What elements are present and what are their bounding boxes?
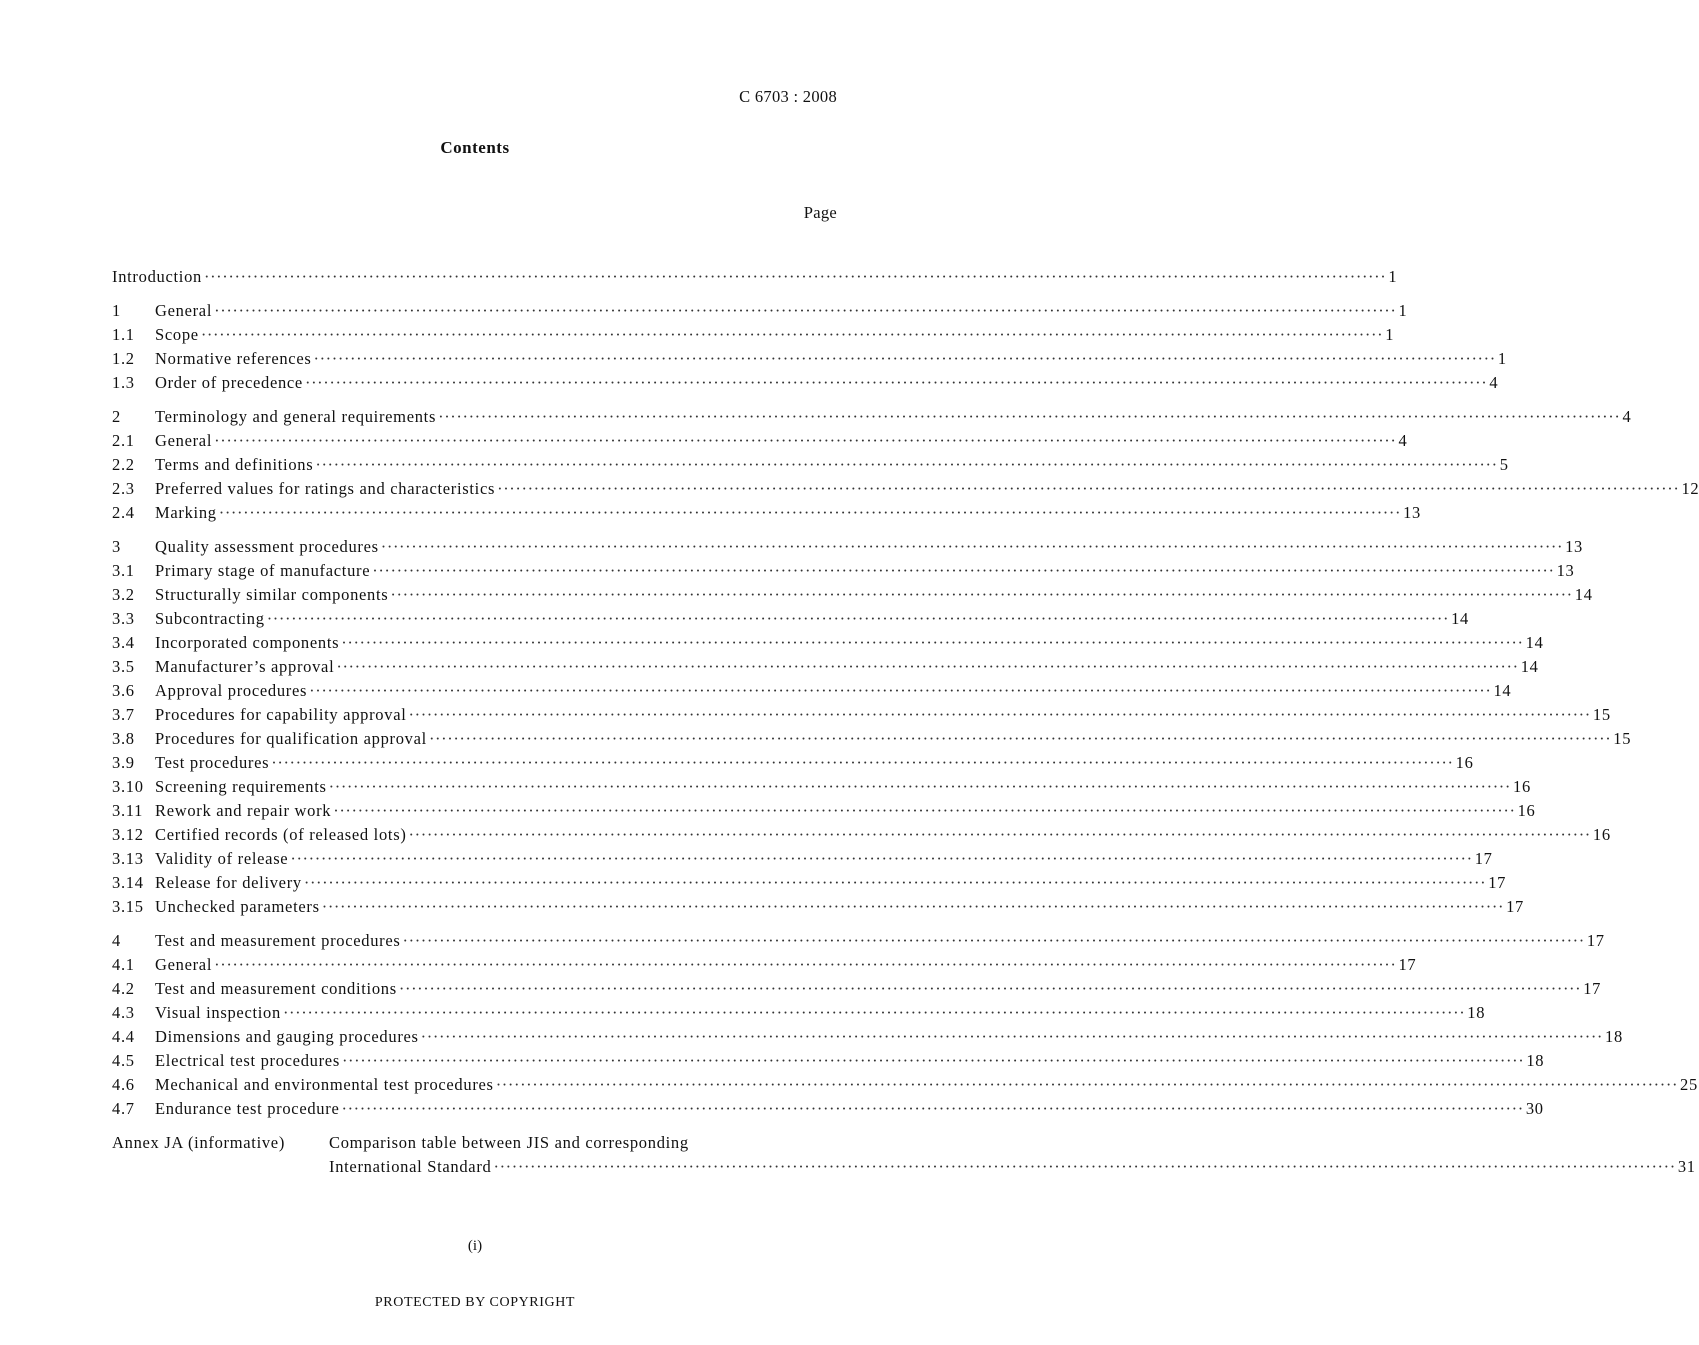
toc-entry-page: 16 — [1517, 801, 1536, 820]
toc-entry[interactable] — [112, 1049, 1545, 1073]
annex-title-line: International Standard — [329, 1157, 492, 1176]
toc-entry-number: 3.5 — [112, 657, 135, 676]
toc-entry-title: Rework and repair work — [155, 801, 332, 820]
toc-entry-page: 4 — [1489, 373, 1499, 392]
toc-entry-title: Scope — [155, 325, 199, 344]
toc-entry-number: 3.11 — [112, 801, 144, 820]
dot-leader — [341, 1097, 1523, 1121]
toc-entry-title: Test and measurement conditions — [155, 979, 397, 998]
toc-entry-number: 3.1 — [112, 561, 135, 580]
dot-leader — [409, 823, 1591, 847]
toc-entry-number: 4.4 — [112, 1027, 135, 1046]
toc-entry-number: 3.2 — [112, 585, 135, 604]
footer-page-number: (i) — [467, 1238, 483, 1254]
toc-entry-number: 4.7 — [112, 1099, 135, 1118]
dot-leader — [290, 847, 1472, 871]
toc-entry-page: 17 — [1586, 931, 1605, 950]
dot-leader — [271, 751, 1453, 775]
toc-entry-page: 17 — [1583, 979, 1602, 998]
dot-leader — [381, 535, 1563, 559]
toc-entry[interactable] — [112, 929, 1605, 953]
toc-entry[interactable] — [112, 583, 1593, 607]
toc-entry[interactable] — [112, 679, 1512, 703]
toc-entry-number: 2 — [112, 407, 121, 426]
toc-entry-title: Release for delivery — [155, 873, 302, 892]
toc-entry-title: Terminology and general requirements — [155, 407, 437, 426]
dot-leader — [329, 775, 1511, 799]
toc-entry-page: 1 — [1398, 301, 1408, 320]
dot-leader — [496, 1073, 1678, 1097]
toc-entry-title: Marking — [155, 503, 217, 522]
toc-entry-page: 17 — [1474, 849, 1493, 868]
toc-entry-number: 4.2 — [112, 979, 135, 998]
toc-entry-number: 2.1 — [112, 431, 135, 450]
toc-entry-page: 12 — [1681, 479, 1699, 498]
toc-entry-number: 2.3 — [112, 479, 135, 498]
toc-annex-entry[interactable] — [112, 1131, 1696, 1179]
annex-title-line: Comparison table between JIS and corresponding — [329, 1133, 689, 1152]
toc-entry-page: 14 — [1493, 681, 1512, 700]
toc-entry[interactable] — [112, 371, 1499, 395]
toc-entry[interactable] — [112, 1001, 1486, 1025]
toc-entry-title: Test procedures — [155, 753, 270, 772]
toc-entry-page: 18 — [1605, 1027, 1623, 1046]
dot-leader — [267, 607, 1449, 631]
toc-entry-page: 15 — [1592, 705, 1611, 724]
toc-entry-page: 1 — [1385, 325, 1395, 344]
toc-entry[interactable] — [112, 847, 1493, 871]
toc-entry[interactable] — [112, 799, 1536, 823]
toc-entry-number: 2.4 — [112, 503, 135, 522]
toc-entry[interactable] — [112, 501, 1421, 525]
toc-entry[interactable] — [112, 559, 1575, 583]
dot-leader — [399, 977, 1581, 1001]
toc-entry-number: 3.10 — [112, 777, 144, 796]
dot-leader — [341, 631, 1523, 655]
toc-entry-page: 17 — [1488, 873, 1507, 892]
toc-entry-number: 4.3 — [112, 1003, 135, 1022]
toc-entry-title: Introduction — [112, 267, 202, 286]
toc-entry[interactable] — [112, 323, 1395, 347]
toc-entry[interactable] — [112, 347, 1507, 371]
dot-leader — [322, 895, 1504, 919]
dot-leader — [304, 871, 1486, 895]
dot-leader — [305, 371, 1487, 395]
toc-entry-number: 1 — [112, 301, 121, 320]
toc-entry-number: 1.3 — [112, 373, 135, 392]
toc-entry-number: 3.7 — [112, 705, 135, 724]
dot-leader — [421, 1025, 1603, 1049]
dot-leader — [403, 929, 1585, 953]
annex-page: 31 — [1677, 1157, 1696, 1176]
toc-entry[interactable] — [112, 405, 1632, 429]
toc-entry-title: General — [155, 301, 213, 320]
toc-entry-number: 1.1 — [112, 325, 135, 344]
toc-entry-title: Preferred values for ratings and characteristics — [155, 479, 496, 498]
toc-entry[interactable] — [112, 607, 1469, 631]
toc-entry-title: Approval procedures — [155, 681, 308, 700]
dot-leader — [214, 953, 1396, 977]
toc-entry-title: Certified records (of released lots) — [155, 825, 407, 844]
dot-leader — [219, 501, 1401, 525]
toc-entry-number: 3.6 — [112, 681, 135, 700]
toc-entry[interactable] — [112, 631, 1544, 655]
toc-entry-number: 3.8 — [112, 729, 135, 748]
dot-leader — [315, 453, 1497, 477]
dot-leader — [342, 1049, 1524, 1073]
toc-entry[interactable] — [112, 823, 1611, 847]
toc-entry-page: 14 — [1451, 609, 1469, 628]
dot-leader — [313, 347, 1495, 371]
toc-entry-number: 3 — [112, 537, 121, 556]
dot-leader — [497, 477, 1679, 501]
toc-entry-title: Terms and definitions — [155, 455, 314, 474]
toc-entry-number: 3.3 — [112, 609, 135, 628]
dot-leader — [214, 299, 1396, 323]
dot-leader — [283, 1001, 1465, 1025]
toc-entry-title: Test and measurement procedures — [155, 931, 401, 950]
dot-leader — [333, 799, 1515, 823]
toc-entry[interactable] — [112, 727, 1632, 751]
toc-entry-page: 4 — [1398, 431, 1408, 450]
toc-entry-title: Endurance test procedure — [155, 1099, 340, 1118]
toc-entry-title: Mechanical and environmental test procedures — [155, 1075, 494, 1094]
toc-entry-title: Normative references — [155, 349, 312, 368]
toc-entry-title: Electrical test procedures — [155, 1051, 340, 1070]
dot-leader — [429, 727, 1611, 751]
toc-entry-title: Primary stage of manufacture — [155, 561, 371, 580]
toc-entry-page: 16 — [1592, 825, 1611, 844]
table-of-contents — [112, 265, 1699, 1179]
toc-entry[interactable] — [112, 299, 1408, 323]
dot-leader — [390, 583, 1572, 607]
toc-entry-title: Incorporated components — [155, 633, 340, 652]
page-column-heading: Page — [803, 203, 837, 222]
toc-entry-number: 3.14 — [112, 873, 144, 892]
toc-entry-page: 18 — [1526, 1051, 1545, 1070]
toc-entry-page: 25 — [1680, 1075, 1698, 1094]
toc-entry[interactable] — [112, 775, 1531, 799]
toc-entry-page: 16 — [1513, 777, 1531, 796]
toc-entry-page: 14 — [1525, 633, 1544, 652]
toc-entry[interactable] — [112, 453, 1509, 477]
dot-leader — [493, 1155, 1675, 1179]
toc-entry-number: 2.2 — [112, 455, 135, 474]
toc-entry-page: 13 — [1403, 503, 1421, 522]
toc-entry-page: 13 — [1565, 537, 1584, 556]
toc-entry[interactable] — [112, 1073, 1698, 1097]
toc-entry-title: General — [155, 955, 213, 974]
toc-entry-title: Manufacturer’s approval — [155, 657, 335, 676]
toc-entry-number: 4 — [112, 931, 121, 950]
toc-entry-title: Visual inspection — [155, 1003, 281, 1022]
annex-title-block — [329, 1131, 1696, 1179]
dot-leader — [204, 265, 1386, 289]
toc-entry-number: 4.1 — [112, 955, 135, 974]
toc-entry[interactable] — [112, 751, 1474, 775]
annex-label: Annex JA (informative) — [112, 1133, 286, 1152]
toc-entry-title: Subcontracting — [155, 609, 265, 628]
toc-entry[interactable] — [112, 655, 1539, 679]
toc-entry-title: Procedures for qualification approval — [155, 729, 427, 748]
toc-entry-page: 18 — [1467, 1003, 1486, 1022]
toc-entry-page: 30 — [1525, 1099, 1544, 1118]
toc-entry-title: Screening requirements — [155, 777, 327, 796]
page-title: Contents — [440, 138, 510, 157]
toc-entry-page: 14 — [1520, 657, 1539, 676]
toc-entry[interactable] — [112, 977, 1602, 1001]
dot-leader — [372, 559, 1554, 583]
toc-entry[interactable] — [112, 265, 1398, 289]
toc-entry-page: 15 — [1613, 729, 1632, 748]
toc-entry-page: 4 — [1622, 407, 1632, 426]
annex-title-row — [329, 1155, 1696, 1179]
toc-entry-title: Validity of release — [155, 849, 289, 868]
dot-leader — [309, 679, 1491, 703]
document-id: C 6703 : 2008 — [739, 87, 837, 106]
toc-entry-number: 3.12 — [112, 825, 144, 844]
toc-entry[interactable] — [112, 1025, 1623, 1049]
toc-entry-title: Unchecked parameters — [155, 897, 320, 916]
toc-entry[interactable] — [112, 953, 1417, 977]
toc-entry-number: 4.6 — [112, 1075, 135, 1094]
toc-entry-number: 1.2 — [112, 349, 135, 368]
toc-entry-title: Quality assessment procedures — [155, 537, 379, 556]
toc-entry-page: 16 — [1455, 753, 1474, 772]
toc-entry-title: General — [155, 431, 213, 450]
toc-entry-page: 1 — [1388, 267, 1398, 286]
toc-entry-page: 1 — [1497, 349, 1507, 368]
toc-entry[interactable] — [112, 895, 1524, 919]
toc-entry[interactable] — [112, 477, 1699, 501]
toc-entry-number: 3.13 — [112, 849, 144, 868]
toc-entry[interactable] — [112, 703, 1611, 727]
dot-leader — [438, 405, 1620, 429]
toc-entry[interactable] — [112, 535, 1584, 559]
toc-entry-page: 13 — [1556, 561, 1575, 580]
dot-leader — [214, 429, 1396, 453]
toc-entry-number: 3.9 — [112, 753, 135, 772]
toc-entry-number: 3.15 — [112, 897, 144, 916]
toc-entry-page: 17 — [1398, 955, 1417, 974]
toc-entry[interactable] — [112, 429, 1408, 453]
toc-entry-page: 5 — [1499, 455, 1509, 474]
dot-leader — [409, 703, 1591, 727]
dot-leader — [201, 323, 1383, 347]
toc-entry-title: Structurally similar components — [155, 585, 389, 604]
toc-entry-number: 4.5 — [112, 1051, 135, 1070]
toc-entry-title: Procedures for capability approval — [155, 705, 407, 724]
toc-entry[interactable] — [112, 1097, 1544, 1121]
dot-leader — [336, 655, 1518, 679]
toc-entry-page: 17 — [1506, 897, 1524, 916]
toc-entry-page: 14 — [1574, 585, 1593, 604]
toc-entry-title: Dimensions and gauging procedures — [155, 1027, 419, 1046]
copyright-notice: PROTECTED BY COPYRIGHT — [374, 1295, 576, 1310]
toc-entry[interactable] — [112, 871, 1507, 895]
toc-entry-title: Order of precedence — [155, 373, 303, 392]
toc-entry-number: 3.4 — [112, 633, 135, 652]
